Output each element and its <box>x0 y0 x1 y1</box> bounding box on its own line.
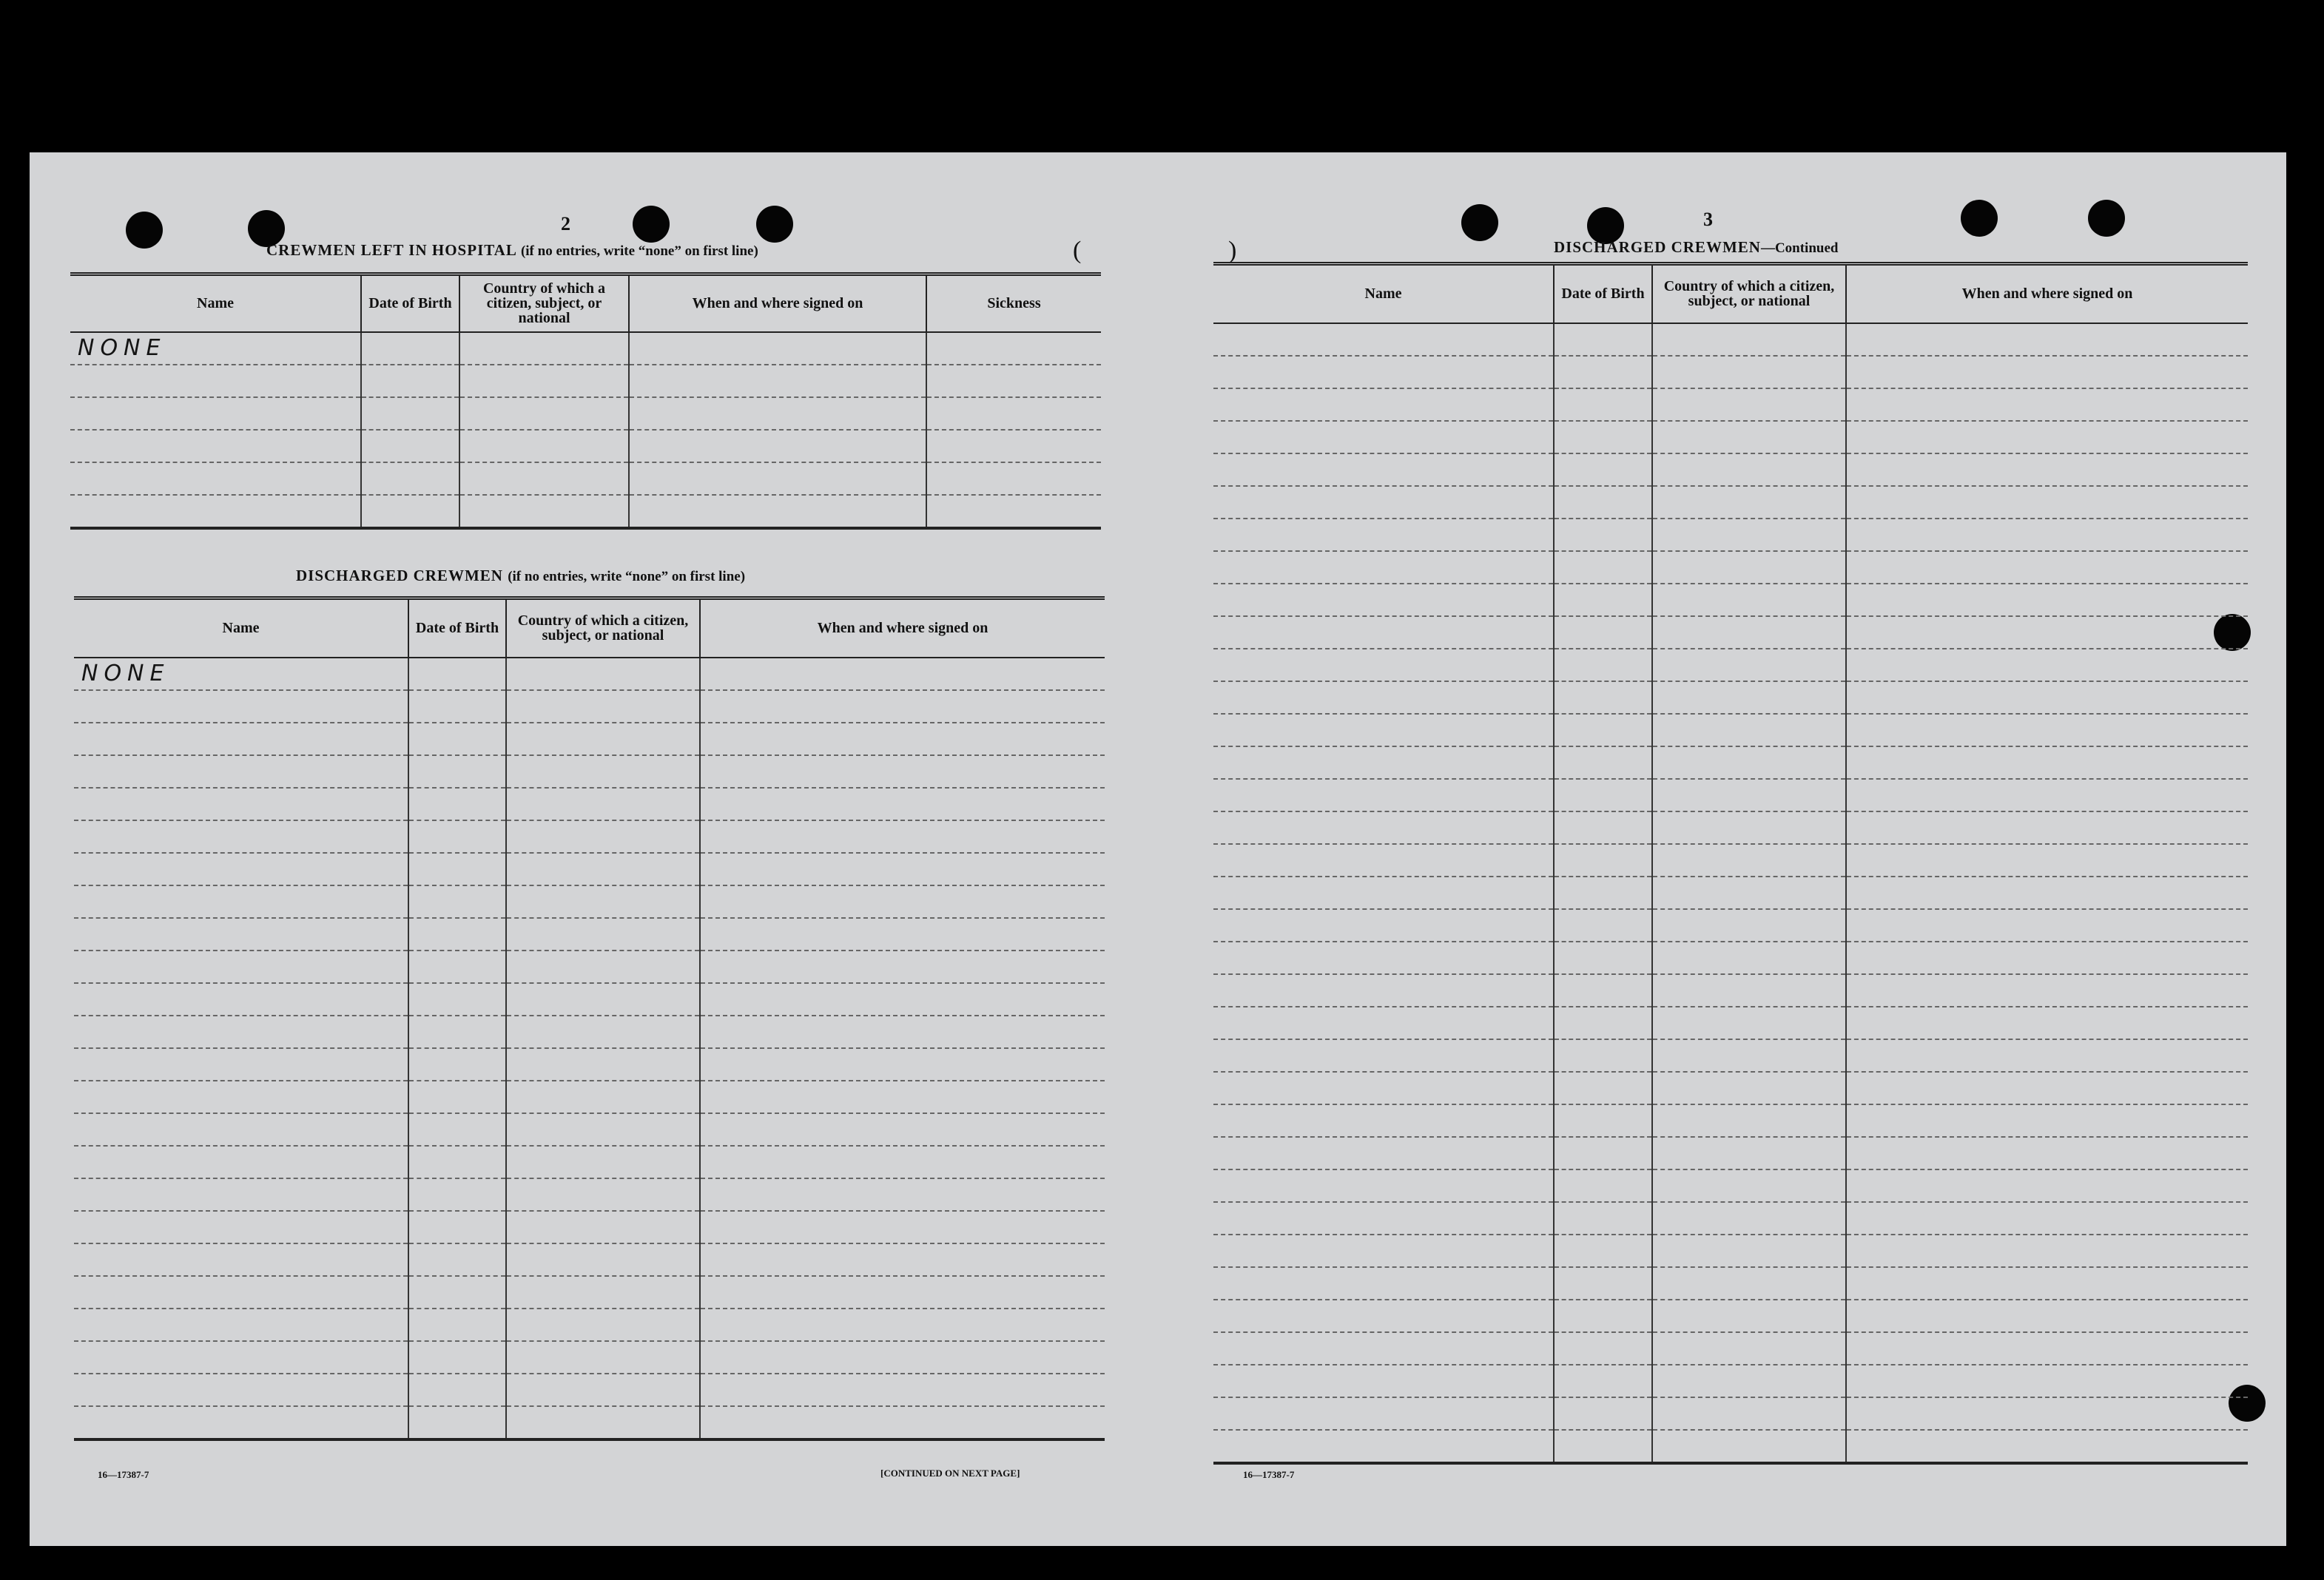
header-signed-on: When and where signed on <box>629 274 926 332</box>
header-name: Name <box>70 274 361 332</box>
punch-hole-icon <box>1961 200 1998 237</box>
punch-hole-icon <box>126 212 163 249</box>
punch-hole-icon <box>1461 204 1498 241</box>
form-number-left: 16—17387-7 <box>98 1469 149 1480</box>
discharged-section-title <box>296 567 745 585</box>
table-row <box>74 1211 1105 1243</box>
table-row <box>74 1081 1105 1113</box>
table-row <box>70 365 1101 397</box>
table-row <box>74 1309 1105 1341</box>
table-row <box>1213 1300 2248 1332</box>
bracket-mark-icon: ( <box>1073 237 1082 264</box>
table-row <box>1213 453 2248 486</box>
table-row <box>1213 877 2248 909</box>
table-row <box>74 853 1105 885</box>
table-row <box>1213 1007 2248 1039</box>
discharged-table <box>74 596 1105 1441</box>
table-row <box>74 1016 1105 1048</box>
table-row <box>1213 323 2248 356</box>
table-row <box>1213 584 2248 616</box>
header-date-of-birth: Date of Birth <box>1554 264 1652 323</box>
discharged-title: DISCHARGED CREWMEN <box>296 567 503 584</box>
discharged-continued-table <box>1213 262 2248 1465</box>
page-number-right: 3 <box>1703 209 1713 230</box>
header-country: Country of which a citizen, subject, or national <box>1652 264 1846 323</box>
header-country: Country of which a citizen, subject, or national <box>459 274 629 332</box>
table-row <box>74 723 1105 755</box>
punch-hole-icon <box>2088 200 2125 237</box>
table-row <box>70 397 1101 430</box>
table-row <box>74 1113 1105 1146</box>
header-date-of-birth: Date of Birth <box>408 598 506 658</box>
table-row <box>1213 388 2248 421</box>
table-row <box>1213 811 2248 844</box>
table-row <box>74 1341 1105 1374</box>
bracket-mark-icon: ) <box>1228 237 1237 264</box>
header-signed-on: When and where signed on <box>700 598 1105 658</box>
table-row <box>74 1048 1105 1081</box>
table-row <box>1213 779 2248 811</box>
table-row <box>1213 551 2248 584</box>
right-section-title <box>1554 238 1838 257</box>
handwritten-entry: NONE <box>74 658 408 690</box>
table-row <box>74 983 1105 1016</box>
table-row <box>1213 1235 2248 1267</box>
header-country: Country of which a citizen, subject, or national <box>506 598 700 658</box>
right-title-suffix: —Continued <box>1760 240 1839 256</box>
table-row <box>1213 649 2248 681</box>
discharged-note: (if no entries, write “none” on first line) <box>508 569 746 584</box>
table-row <box>74 788 1105 820</box>
table-row <box>70 495 1101 528</box>
table-row <box>1213 844 2248 877</box>
table-row <box>74 755 1105 788</box>
right-title: DISCHARGED CREWMEN <box>1554 238 1761 256</box>
header-name: Name <box>74 598 408 658</box>
table-row <box>1213 1397 2248 1430</box>
punch-hole-icon <box>756 206 793 243</box>
hospital-table <box>70 272 1101 530</box>
table-row <box>74 885 1105 918</box>
table-row <box>1213 909 2248 942</box>
header-signed-on: When and where signed on <box>1846 264 2248 323</box>
table-row <box>74 1406 1105 1439</box>
handwritten-entry: NONE <box>70 332 361 365</box>
punch-hole-icon <box>633 206 670 243</box>
table-row <box>1213 1137 2248 1169</box>
page-number-left: 2 <box>561 213 570 234</box>
table-row <box>1213 1169 2248 1202</box>
table-row <box>74 1243 1105 1276</box>
header-name: Name <box>1213 264 1554 323</box>
table-row <box>1213 1430 2248 1463</box>
table-row <box>70 462 1101 495</box>
hospital-note: (if no entries, write “none” on first line) <box>520 243 758 259</box>
table-row <box>1213 1104 2248 1137</box>
table-row <box>74 658 1105 690</box>
form-number-right: 16—17387-7 <box>1243 1469 1295 1480</box>
table-row <box>74 918 1105 951</box>
header-date-of-birth: Date of Birth <box>361 274 459 332</box>
table-row <box>1213 356 2248 388</box>
table-row <box>70 430 1101 462</box>
table-row <box>1213 616 2248 649</box>
table-row <box>1213 974 2248 1007</box>
table-row <box>70 332 1101 365</box>
table-row <box>1213 1365 2248 1397</box>
table-row <box>1213 1332 2248 1365</box>
table-row <box>74 1178 1105 1211</box>
table-row <box>1213 746 2248 779</box>
hospital-section-title <box>266 241 758 260</box>
table-row <box>1213 942 2248 974</box>
table-row <box>74 1146 1105 1178</box>
table-row <box>74 1374 1105 1406</box>
continued-note: [CONTINUED ON NEXT PAGE] <box>880 1468 1020 1479</box>
hospital-title: CREWMEN LEFT IN HOSPITAL <box>266 241 516 259</box>
table-row <box>74 690 1105 723</box>
document-sheet <box>30 152 2286 1546</box>
table-row <box>1213 714 2248 746</box>
table-row <box>1213 1267 2248 1300</box>
table-row <box>1213 1202 2248 1235</box>
table-row <box>1213 1072 2248 1104</box>
table-row <box>1213 486 2248 519</box>
table-row <box>74 1276 1105 1309</box>
header-sickness: Sickness <box>926 274 1101 332</box>
table-row <box>1213 681 2248 714</box>
table-row <box>74 820 1105 853</box>
table-row <box>1213 421 2248 453</box>
table-row <box>74 951 1105 983</box>
table-row <box>1213 519 2248 551</box>
table-row <box>1213 1039 2248 1072</box>
